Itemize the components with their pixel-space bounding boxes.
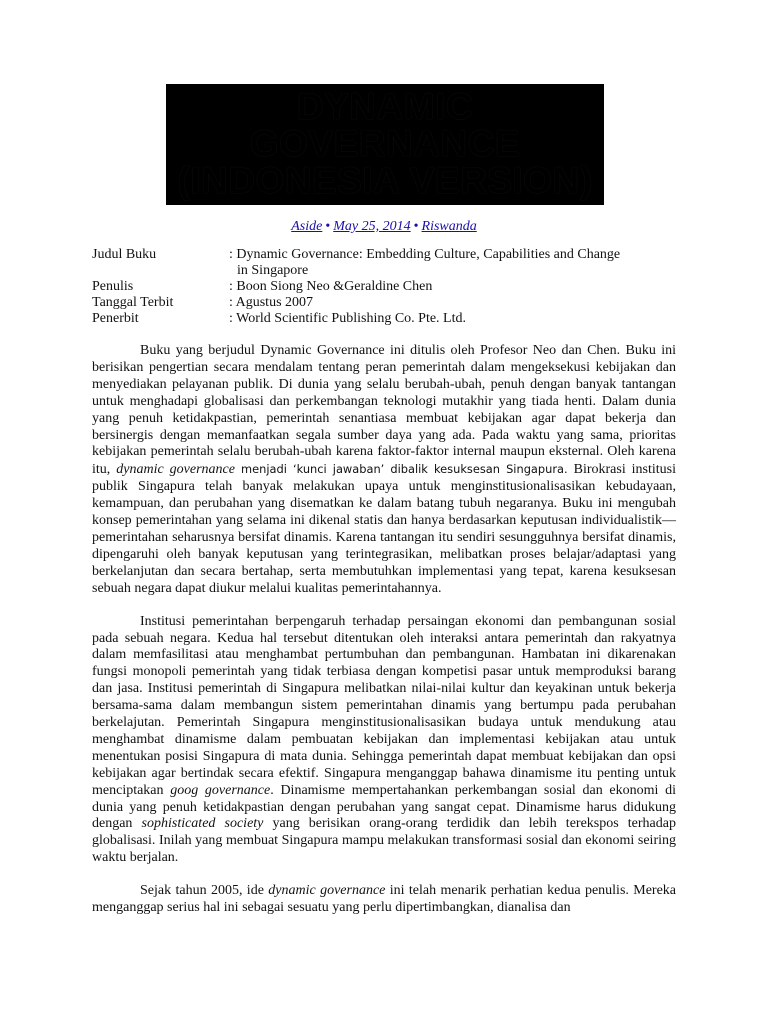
meta-separator: • xyxy=(413,219,419,234)
paragraph-2-text-c: yang berisikan orang-orang terdidik dan lebih terekspos terhadap globalisasi. Inilah yang membuat Singapura mampu melakukan transformasi sosial dan ekonomi seiring waktu berjalan. xyxy=(92,816,676,866)
judul-value-wrap xyxy=(229,247,676,279)
paragraph-3-italic: dynamic governance xyxy=(268,883,386,899)
book-info xyxy=(92,247,676,327)
paragraph-2-italic-1: goog governance xyxy=(170,782,271,798)
info-row-penerbit xyxy=(92,311,676,327)
paragraph-1-mono: menjadi ‘kunci jawaban’ dibalik kesuksesan Singapura. xyxy=(234,462,568,477)
title-line-1: DYNAMIC GOVERNANCE xyxy=(249,86,521,164)
author-link[interactable]: Riswanda xyxy=(421,219,477,234)
paragraph-2-italic-2: sophisticated society xyxy=(141,816,264,832)
info-row-judul xyxy=(92,247,676,279)
info-row-tanggal xyxy=(92,295,676,311)
paragraph-1-text-a: Buku yang berjudul Dynamic Governance ini ditulis oleh Profesor Neo dan Chen. Buku ini berisikan pengertian secara mendalam tentang peran pemerintah dalam mengeksekusi kebijakan dan menyediakan pelayanan publik. Di dunia yang selalu berubah-ubah, penuh dengan banyak tantangan untuk menghadapi globalisasi dan perkembangan teknologi mutakhir yang tiada henti. Dalam dunia yang penuh ketidakpastian, pemerintah senantiasa membuat kebijakan agar dapat bekerja dan bersinergis dengan memanfaatkan segala sumber daya yang ada. Pada waktu yang sama, prioritas kebijakan pemerintah selalu berubah-ubah karena faktor-faktor internal maupun eksternal. Oleh karena itu, xyxy=(92,343,676,478)
paragraph-3-text-a: Sejak tahun 2005, ide xyxy=(140,883,269,899)
paragraph-2 xyxy=(92,614,676,868)
title-line-2: (INDONESIA VERSION) xyxy=(177,160,593,201)
tanggal-label: Tanggal Terbit xyxy=(92,295,174,310)
info-row-penulis xyxy=(92,279,676,295)
paragraph-3 xyxy=(92,883,676,917)
paragraph-1-text-b: Birokrasi institusi publik Singapura telah banyak melakukan upaya untuk menginstitusionalisasikan kebudayaan, kemampuan, dan perubahan yang disematkan ke dalam batang tubuh negaranya. Buku ini mengubah konsep pemerintahan yang selama ini dikenal statis dan hanya berdasarkan keputusan individualistik—pemerintahan seharusnya bersifat dinamis. Karena tantangan itu sendiri sesungguhnya bersifat dinamis, dipengaruhi oleh banyak keputusan yang terintegrasikan, melibatkan proses belajar/adaptasi yang berkelanjutan dan secara bertahap, serta membutuhkan implementasi yang tepat, karena kesuksesan sebuah negara dapat diukur melalui kualitas pemerintahannya. xyxy=(92,462,677,596)
judul-value-cont: in Singapore xyxy=(237,263,309,278)
paragraph-2-text-a: Institusi pemerintahan berpengaruh terhadap persaingan ekonomi dan pembangunan sosial pada sebuah negara. Kedua hal tersebut ditentukan oleh interaksi antara pemerintah dan rakyatnya dalam memfasilitasi atau menghambat pertumbuhan dan pembangunan. Hambatan ini dikarenakan fungsi monopoli pemerintah yang tidak terbiasa dengan kompetisi pasar untuk memproduksi barang dan jasa. Institusi pemerintah di Singapura melibatkan nilai-nilai kultur dan keyakinan untuk bekerja bersama-sama dalam membangun sistem pemerintahan dinamis yang bertumpu pada perubahan berkelajutan. Pemerintah Singapura menginstitusionalisasikan budaya untuk mendukung atau menghambat dinamisme dalam pembuatan kebijakan dan implementasi kebijakan atau untuk menentukan posisi Singapura di mata dunia. Sehingga pemerintah dapat membuat kebijakan dan opsi kebijakan agar bertindak secara efektif. Singapura menganggap bahawa dinamisme itu penting untuk menciptakan xyxy=(92,613,676,798)
post-meta xyxy=(92,219,676,235)
paragraph-1-italic: dynamic governance xyxy=(116,462,235,478)
paragraph-1 xyxy=(92,343,676,598)
penulis-label: Penulis xyxy=(92,279,134,294)
meta-separator: • xyxy=(325,219,331,234)
document-page xyxy=(92,84,676,917)
paragraph-2-text-b: . Dinamisme mempertahankan perkembangan sosial dan ekonomi di dunia yang penuh ketidakpastian dengan perubahan yang sangat cepat. Dinamisme harus didukung dengan xyxy=(92,782,676,832)
paragraph-3-text-b: ini telah menarik perhatian kedua penulis. Mereka menganggap serius hal ini sebagai sesuatu yang perlu dipertimbangkan, dianalisa dan xyxy=(92,883,677,916)
date-link[interactable]: May 25, 2014 xyxy=(333,219,411,234)
penerbit-label: Penerbit xyxy=(92,311,139,326)
judul-value: : Dynamic Governance: Embedding Culture, Capabilities and Change xyxy=(229,247,621,262)
category-link[interactable]: Aside xyxy=(291,219,323,234)
tanggal-value: : Agustus 2007 xyxy=(229,295,314,310)
penulis-value: : Boon Siong Neo &Geraldine Chen xyxy=(229,279,433,294)
title-banner xyxy=(166,84,604,205)
penerbit-value: : World Scientific Publishing Co. Pte. Ltd. xyxy=(229,311,467,326)
judul-label: Judul Buku xyxy=(92,247,157,262)
